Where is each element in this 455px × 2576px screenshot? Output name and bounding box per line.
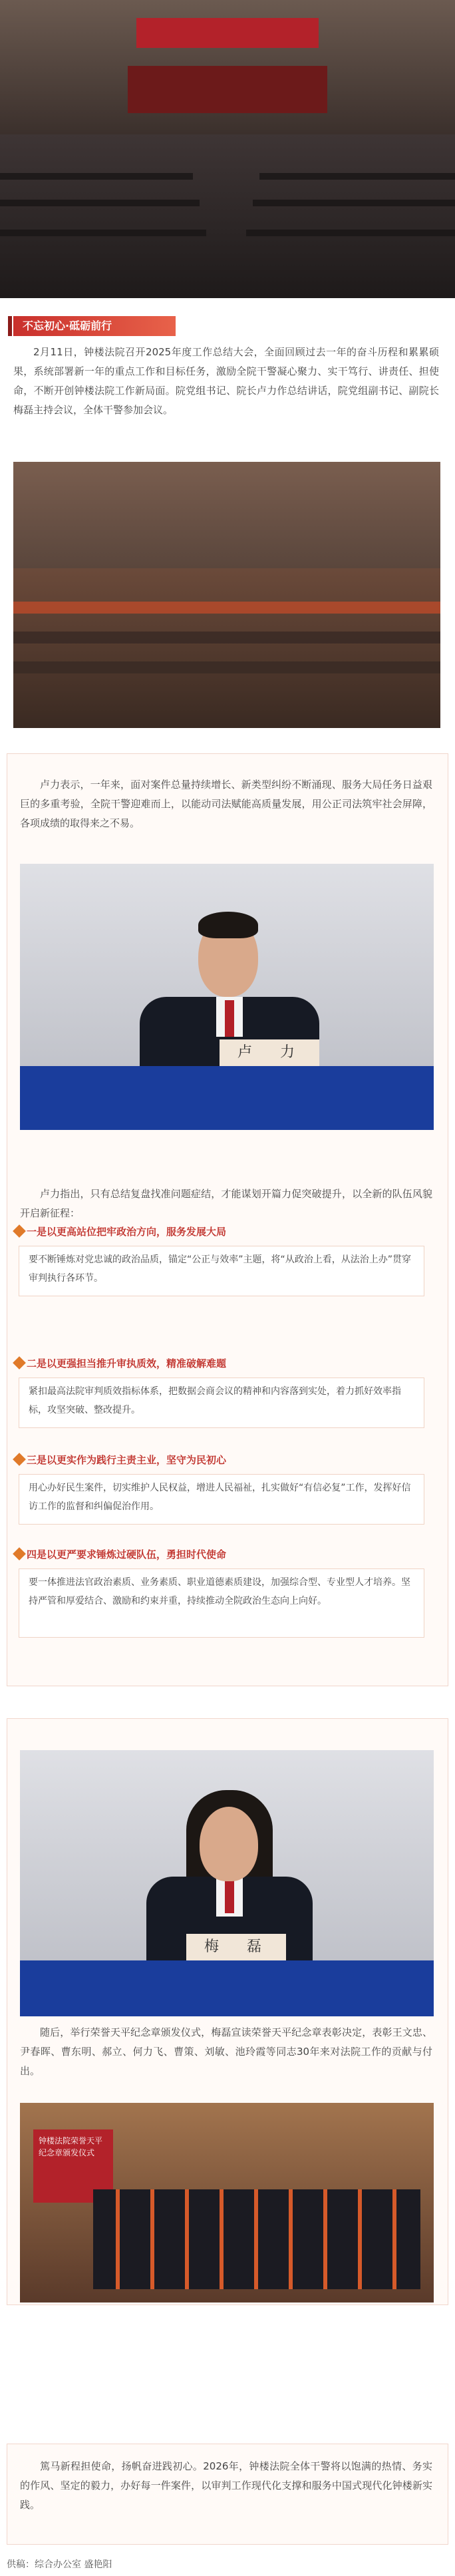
- seat-row: [0, 230, 206, 236]
- desk: [20, 1066, 434, 1130]
- seat-row: [259, 173, 455, 180]
- honorees-row: [93, 2189, 420, 2289]
- point-title-1: 一是以更高站位把牢政治方向，服务发展大局: [27, 1226, 227, 1238]
- speaker-hair: [198, 912, 258, 938]
- host-photo-meilei: [20, 1750, 434, 2016]
- speaker-tie: [225, 1000, 234, 1037]
- speech-paragraph-1: 卢力表示，一年来，面对案件总量持续增长、新类型纠纷不断涌现、服务大局任务日益艰巨的多重考验，全院干警迎难而上，以能动司法赋能高质量发展，用公正司法筑牢社会屏障，各项成绩的取得来之不易。: [20, 779, 432, 829]
- hero-photo-auditorium: [0, 0, 455, 298]
- section-heading: 不忘初心·砥砺前行: [13, 316, 176, 336]
- ceremony-photo: [20, 2103, 434, 2302]
- meeting-photo: [13, 462, 440, 728]
- closing-paragraph: 篤马新程担使命，扬帆奋进践初心。2026年，钟楼法院全体干警将以饱满的热情、务实的作风、坚定的毅力，办好每一件案件，以审判工作现代化支撑和服务中国式现代化钟楼新实践。: [20, 2460, 432, 2511]
- point-body-2: 紧扣最高法院审判质效指标体系，把数据会商会议的精神和内容落到实处，着力抓好效率指标，攻坚突破、整改提升。: [19, 1378, 424, 1428]
- seat-row: [0, 200, 200, 206]
- point-title-2: 二是以更强担当推升审执质效，精准破解难题: [27, 1358, 227, 1370]
- speaker-photo-luli: [20, 864, 434, 1130]
- host-paragraph: 随后，举行荣誉天平纪念章颁发仪式，梅磊宣读荣誉天平纪念章表彰决定，表彰王文忠、尹春晖、曹东明、郝立、何力飞、曹策、刘敏、池玲霞等同志30年来对法院工作的贡献与付出。: [20, 2026, 432, 2077]
- point-title-4: 四是以更严要求锤炼过硬队伍，勇担时代使命: [27, 1549, 227, 1561]
- seat-row: [13, 661, 440, 673]
- hall-stage: [128, 66, 328, 114]
- intro-paragraph: 2月11日，钟楼法院召开2025年度工作总结大会，全面回顾过去一年的奋斗历程和累累硕果，系统部署新一年的重点工作和目标任务，激励全院干警凝心聚力、实干笃行、讲责任、担使命，不断开创钟楼法院工作新局面。院党组书记、院长卢力作总结讲话，院党组副书记、副院长梅磊主持会议，全体干警参加会议。: [13, 346, 439, 416]
- hall-floor: [13, 568, 440, 728]
- footer-credit: 供稿：综合办公室 盛艳阳: [7, 2559, 112, 2570]
- desk: [20, 1960, 434, 2016]
- seat-row: [13, 632, 440, 644]
- hall-back-wall: [13, 462, 440, 568]
- speaker-nameplate: 卢 力: [220, 1039, 319, 1066]
- host-nameplate: 梅 磊: [186, 1934, 286, 1960]
- speech-paragraph-2: 卢力指出，只有总结复盘找准问题症结，才能谋划开篇力促突破提升，以全新的队伍风貌开启新征程：: [20, 1188, 432, 1219]
- seat-row: [13, 602, 440, 614]
- seat-row: [246, 230, 455, 236]
- host-tie: [225, 1880, 234, 1913]
- point-body-1: 要不断锤炼对党忠诚的政治品质，锚定“公正与效率”主题，将“从政治上看，从法治上办”贯穿审判执行各环节。: [19, 1246, 424, 1296]
- point-body-4: 要一体推进法官政治素质、业务素质、职业道德素质建设，加强综合型、专业型人才培养。坚持严管和厚爱结合、激励和约束并重，持续推动全院政治生态向上向好。: [19, 1568, 424, 1638]
- seat-row: [253, 200, 455, 206]
- hall-banner: [136, 18, 319, 48]
- point-body-3: 用心办好民生案件，切实维护人民权益，增进人民福祉，扎实做好“有信必复”工作，发挥好信访工作的监督和纠偏促治作用。: [19, 1474, 424, 1525]
- point-title-3: 三是以更实作为践行主责主业，坚守为民初心: [27, 1454, 227, 1466]
- ceremony-screen: 钟楼法院荣誉天平纪念章颁发仪式: [33, 2129, 113, 2203]
- hall-floor: [0, 134, 455, 298]
- host-head: [200, 1807, 258, 1881]
- seat-row: [0, 173, 193, 180]
